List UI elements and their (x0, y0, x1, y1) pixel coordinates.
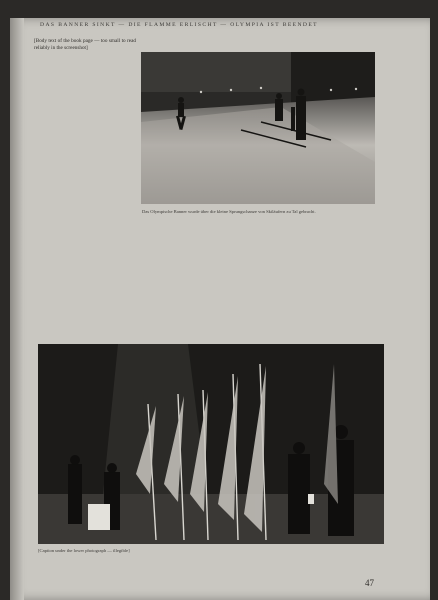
ski-jump-photo (141, 52, 375, 204)
body-text-placeholder: [Body text of the book page — too small to read reliably in the screenshot] (34, 38, 136, 51)
running-header: DAS BANNER SINKT — DIE FLAMME ERLISCHT — OLYMPIA IST BEENDET (40, 22, 318, 28)
bottom-photo-caption: [Caption under the lower photograph — illegible] (38, 548, 130, 553)
page-gutter-shadow (10, 18, 24, 600)
body-text-left-column (34, 38, 136, 234)
top-photo-caption: Das Olympische Banner wurde über die kleine Sprungschanze von Skiläufern zu Tal gebracht. (142, 209, 316, 214)
book-page (10, 18, 430, 600)
flag-ceremony-photo (38, 344, 384, 544)
ski-jump-photo-image (141, 52, 375, 204)
body-text-middle-right (228, 238, 406, 336)
page-number: 47 (365, 578, 374, 588)
flag-ceremony-photo-image (38, 344, 384, 544)
body-text-middle-left (34, 238, 220, 336)
